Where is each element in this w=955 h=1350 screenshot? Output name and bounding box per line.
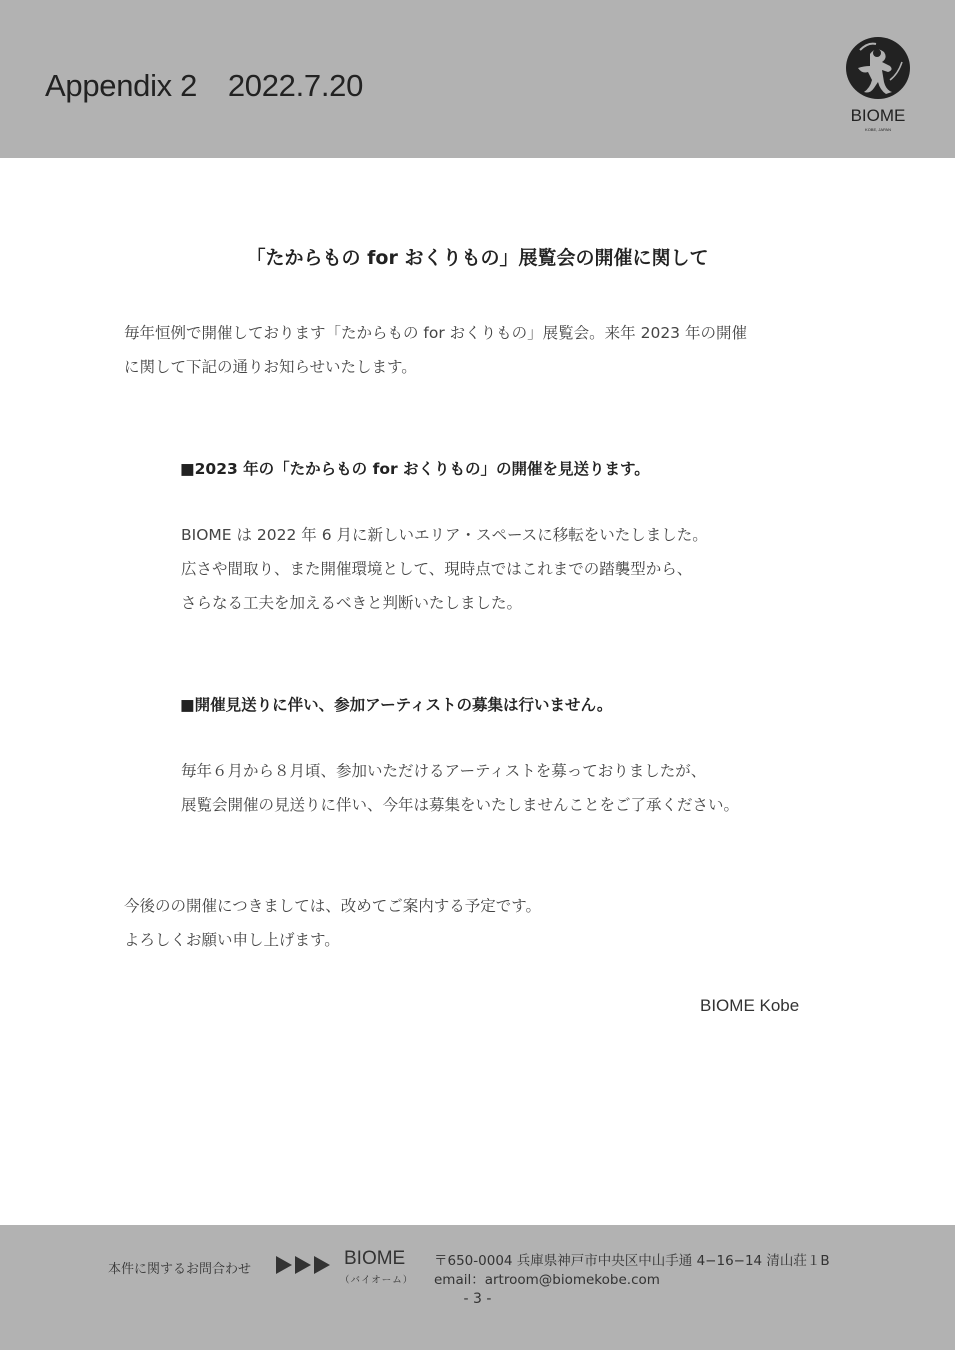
closing-line: 今後のの開催につきましては、改めてご案内する予定です。 (124, 897, 541, 915)
intro-paragraph (124, 316, 747, 384)
footer-brand: BIOME (344, 1248, 406, 1269)
figure-in-circle-icon (840, 32, 916, 108)
footer-email[interactable]: email：artroom@biomekobe.com (434, 1272, 660, 1288)
body-line: 展覧会開催の見送りに伴い、今年は募集をいたしませんことをご了承ください。 (181, 796, 740, 814)
document-title: 「たからもの for おくりもの」展覧会の開催に関して (246, 247, 709, 269)
logo-subtext: KOBE, JAPAN (865, 127, 891, 132)
footer-brand-reading: （バイオーム） (340, 1275, 414, 1286)
biome-logo (840, 32, 916, 144)
page-footer (0, 1225, 955, 1350)
signature: BIOME Kobe (700, 996, 800, 1015)
body-line: BIOME は 2022 年 6 月に新しいエリア・スペースに移転をいたしました。 (181, 526, 708, 544)
section-heading: ■2023 年の「たからもの for おくりもの」の開催を見送ります。 (180, 460, 650, 478)
body-line: さらなる工夫を加えるべきと判断いたしました。 (181, 594, 523, 612)
page-header (0, 0, 955, 158)
footer-address: 〒650-0004 兵庫県神戸市中央区中山手通 4−16−14 清山荘１B (434, 1253, 830, 1269)
section-heading: ■開催見送りに伴い、参加アーティストの募集は行いません。 (180, 696, 613, 714)
contact-label: 本件に関するお問合わせ (108, 1262, 252, 1277)
section-body (181, 754, 739, 822)
page-number: - 3 - (463, 1291, 492, 1307)
intro-line: に関して下記の通りお知らせいたします。 (124, 358, 417, 376)
closing-paragraph (124, 889, 541, 957)
intro-line: 毎年恒例で開催しております「たからもの for おくりもの」展覧会。来年 2023 年の開催 (124, 324, 747, 342)
closing-line: よろしくお願い申し上げます。 (124, 931, 340, 949)
logo-wordmark: BIOME (850, 106, 906, 125)
header-title: Appendix 2 2022.7.20 (45, 68, 364, 103)
body-line: 広さや間取り、また開催環境として、現時点ではこれまでの踏襲型から、 (181, 560, 693, 578)
section-body (181, 518, 708, 620)
triple-arrow-icon (276, 1256, 332, 1274)
body-line: 毎年６月から８月頃、参加いただけるアーティストを募っておりましたが、 (181, 762, 707, 780)
